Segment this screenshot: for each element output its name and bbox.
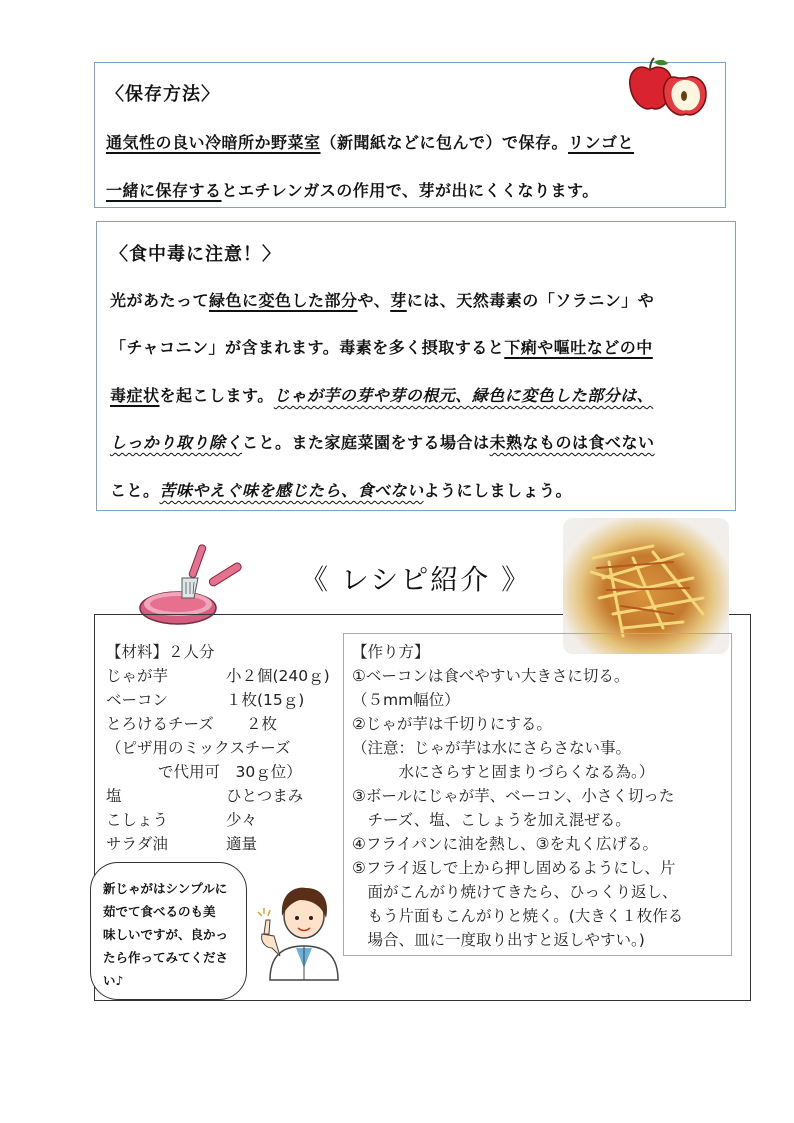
list-item: こしょう 少々 xyxy=(106,811,258,829)
storage-line-1: 通気性の良い冷暗所か野菜室（新聞紙などに包んで）で保存。リンゴと xyxy=(106,133,635,152)
list-item: ⑤フライ返しで上から押し固めるようにし、片 xyxy=(352,859,676,877)
steps-header: 【作り方】 xyxy=(352,643,430,661)
poison-line-5: こと。苦味やえぐ味を感じたら、食べないようにしましょう。 xyxy=(110,481,573,500)
food-poisoning-heading: 〈食中毒に注意！〉 xyxy=(110,244,281,265)
list-item: サラダ油 適量 xyxy=(106,835,258,853)
apple-icon xyxy=(628,56,708,120)
ingredients-header: 【材料】２人分 xyxy=(106,643,215,661)
poison-line-1: 光があたって緑色に変色した部分や、芽には、天然毒素の「ソラニン」や xyxy=(110,291,655,310)
list-item: ③ボールにじゃが芋、ベーコン、小さく切った xyxy=(352,787,675,805)
list-item-note: （ピザ用のミックスチーズ xyxy=(106,739,291,757)
list-item: 水にさらすと固まりづらくなる為。） xyxy=(352,763,655,781)
speech-bubble: 新じゃがはシンプルに 茹でて食べるのも美 味しいですが、良かっ たら作ってみてくださ い♪ xyxy=(90,862,247,1000)
list-item: ④フライパンに油を熱し、③を丸く広げる。 xyxy=(352,835,659,853)
steps-list xyxy=(352,640,732,952)
list-item: 場合、皿に一度取り出すと返しやすい。) xyxy=(352,931,645,949)
list-item: 塩 ひとつまみ xyxy=(106,787,304,805)
doctor-illustration xyxy=(252,876,356,988)
ingredients-list xyxy=(106,640,346,856)
list-item-note: で代用可 30ｇ位） xyxy=(158,763,302,781)
list-item: ②じゃが芋は千切りにする。 xyxy=(352,715,552,733)
list-item: じゃが芋 小２個(240ｇ) xyxy=(106,667,330,685)
storage-heading: 〈保存方法〉 xyxy=(106,84,220,105)
list-item: （注意：じゃが芋は水にさらさない事。 xyxy=(352,739,632,757)
list-item: ①ベーコンは食べやすい大きさに切る。 xyxy=(352,667,630,685)
storage-line-2: 一緒に保存するとエチレンガスの作用で、芽が出にくくなります。 xyxy=(106,181,599,200)
list-item: もう片面もこんがりと焼く。(大きく１枚作る xyxy=(352,907,684,925)
list-item: 面がこんがり焼けてきたら、ひっくり返し、 xyxy=(352,883,678,901)
recipe-title: 《 レシピ紹介 》 xyxy=(300,563,532,596)
list-item: チーズ、塩、こしょうを加え混ぜる。 xyxy=(352,811,631,829)
poison-line-3: 毒症状を起こします。じゃが芋の芽や芽の根元、緑色に変色した部分は、 xyxy=(110,386,654,405)
list-item: （５mm幅位） xyxy=(352,691,460,709)
list-item: とろけるチーズ ２枚 xyxy=(106,715,278,733)
poison-line-4: しっかり取り除くこと。また家庭菜園をする場合は未熟なものは食べない xyxy=(110,433,655,452)
list-item: ベーコン １枚(15ｇ) xyxy=(106,691,305,709)
poison-line-2: 「チャコニン」が含まれます。毒素を多く摂取すると下痢や嘔吐などの中 xyxy=(110,338,653,357)
